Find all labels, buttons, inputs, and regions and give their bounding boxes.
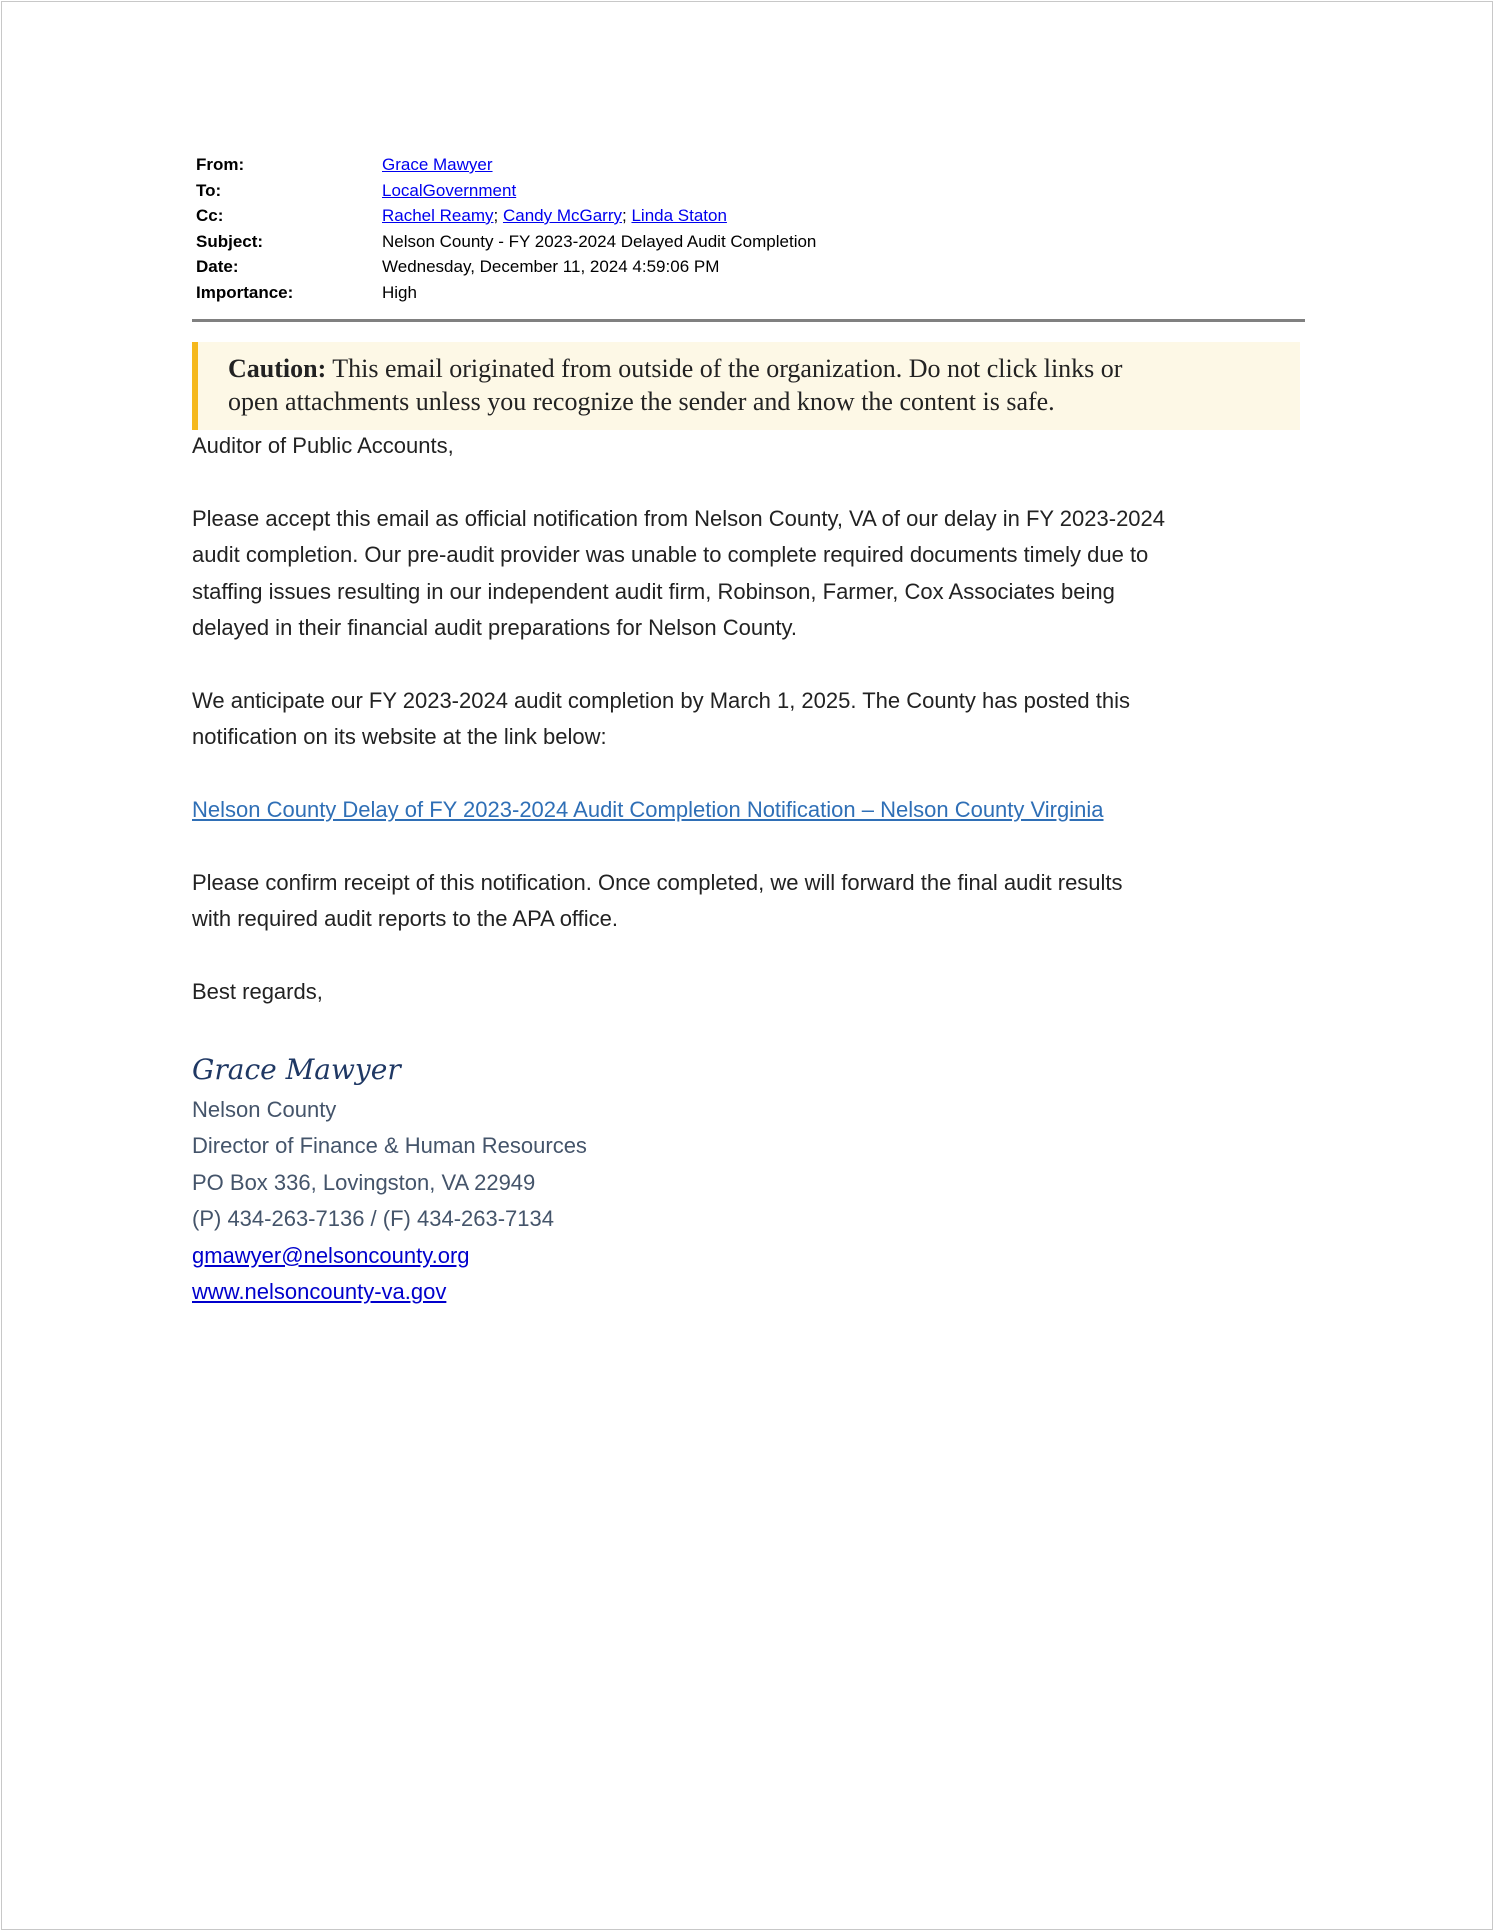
notification-link[interactable]: Nelson County Delay of FY 2023-2024 Audit Completion Notification – Nelson County Virginia — [192, 797, 1104, 823]
cc-link[interactable]: Candy McGarry — [502, 206, 622, 225]
caution-line: open attachments unless you recognize the sender and know the content is safe. — [228, 387, 1055, 416]
to-link[interactable]: LocalGovernment — [382, 180, 517, 200]
paragraph-delay — [192, 501, 1322, 647]
cc-label: Cc: — [196, 206, 224, 225]
date-value: Wednesday, December 11, 2024 4:59:06 PM — [382, 257, 720, 276]
email-link[interactable]: gmawyer@nelsoncounty.org — [192, 1242, 470, 1268]
text-line: Please confirm receipt of this notification. Once completed, we will forward the final audit results — [192, 869, 1123, 895]
from-row — [196, 152, 816, 178]
text-line: notification on its website at the link below: — [192, 724, 607, 750]
caution-line: This email originated from outside of the organization. Do not click links or — [332, 354, 1123, 383]
signature-title: Director of Finance & Human Resources — [192, 1133, 587, 1159]
signature-org: Nelson County — [192, 1097, 337, 1122]
email-header — [196, 152, 816, 305]
date-row — [196, 254, 816, 280]
subject-value: Nelson County - FY 2023-2024 Delayed Audit Completion — [382, 231, 817, 251]
importance-value: High — [382, 282, 417, 302]
cc-separator: ; — [622, 206, 627, 225]
caution-banner — [192, 342, 1300, 430]
caution-label: Caution: — [228, 354, 327, 383]
cc-link[interactable]: Rachel Reamy — [382, 206, 494, 225]
header-divider — [192, 319, 1305, 322]
signature-block — [192, 1048, 587, 1310]
from-label: From: — [196, 155, 245, 174]
email-body — [192, 428, 1322, 1047]
text-line: staffing issues resulting in our independent audit firm, Robinson, Farmer, Cox Associates being — [192, 578, 1115, 604]
to-label: To: — [196, 180, 222, 200]
paragraph-anticipate — [192, 683, 1322, 756]
text-line: with required audit reports to the APA office. — [192, 906, 618, 932]
text-line: audit completion. Our pre-audit provider was unable to complete required documents timely due to — [192, 542, 1149, 568]
cc-separator: ; — [493, 206, 499, 225]
to-row — [196, 178, 816, 204]
importance-label: Importance: — [196, 282, 294, 302]
signature-phone: (P) 434-263-7136 / (F) 434-263-7134 — [192, 1206, 554, 1232]
website-link[interactable]: www.nelsoncounty-va.gov — [192, 1279, 447, 1305]
closing: Best regards, — [192, 979, 323, 1005]
text-line: We anticipate our FY 2023-2024 audit completion by March 1, 2025. The County has posted this — [192, 687, 1131, 713]
subject-row — [196, 229, 816, 255]
date-label: Date: — [196, 257, 239, 276]
cc-link[interactable]: Linda Staton — [631, 206, 727, 225]
paragraph-confirm — [192, 865, 1322, 938]
from-link[interactable]: Grace Mawyer — [382, 155, 493, 174]
signature-address: PO Box 336, Lovingston, VA 22949 — [192, 1169, 536, 1195]
signature-name: Grace Mawyer — [192, 1053, 401, 1086]
text-line: Please accept this email as official notification from Nelson County, VA of our delay in FY 2023-2024 — [192, 505, 1166, 531]
text-line: delayed in their financial audit preparations for Nelson County. — [192, 615, 797, 641]
greeting: Auditor of Public Accounts, — [192, 433, 454, 458]
importance-row — [196, 280, 816, 306]
cc-row — [196, 203, 816, 229]
subject-label: Subject: — [196, 231, 264, 251]
